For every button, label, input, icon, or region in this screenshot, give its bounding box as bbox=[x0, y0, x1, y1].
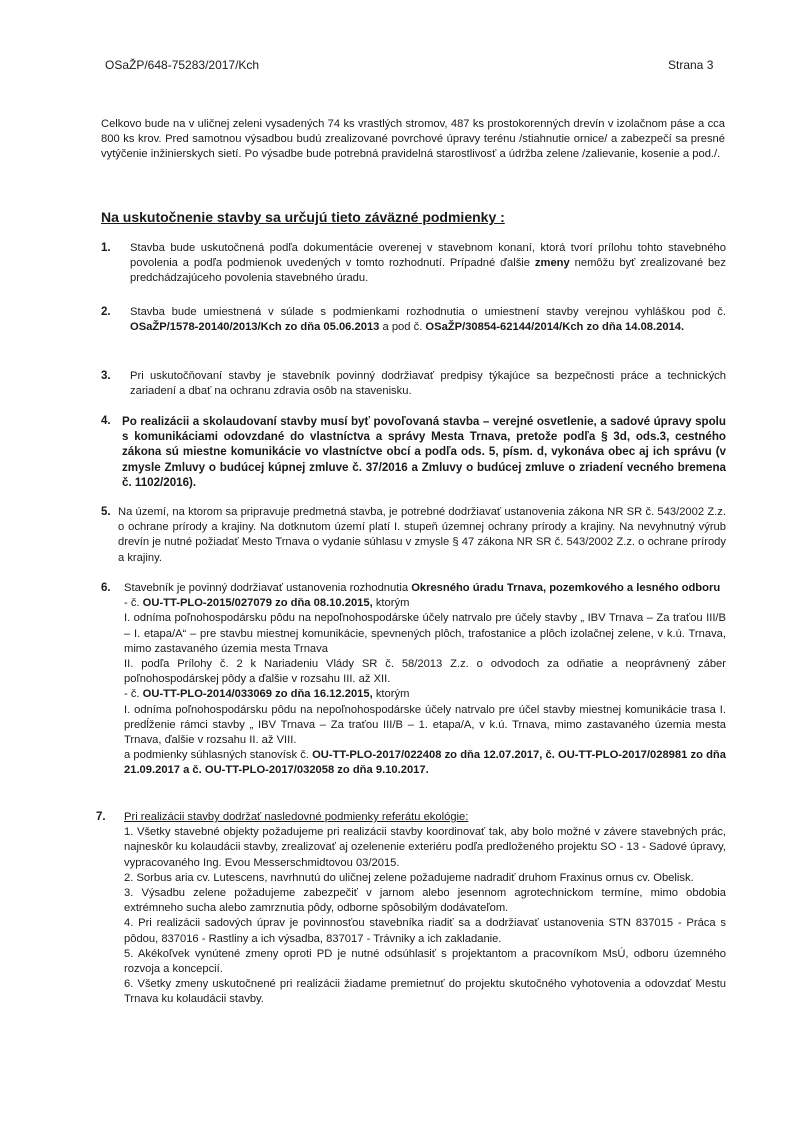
ecology-point: 3. Výsadbu zelene požadujeme zabezpečiť v jarnom alebo jesennom agrotechnickom termíne, mimo obdobia extrémneho sucha alebo zamrznutia pôdy, odborne spôsobilým dodávateľom. bbox=[124, 887, 726, 915]
item-number: 7. bbox=[96, 811, 106, 823]
item-text: a pod č. bbox=[379, 321, 426, 334]
item-6-decision-1-text: I. odníma poľnohospodársku pôdu na nepoľnohospodárske účely natrvalo pre účely stavby „ IBV Trnava – Za traťou III/B – I. etapa/A“ – pre stavbu miestnej komunikácie, spevnených plôch, trafostanice a plôch izolačnej zelene, v k.ú. Trnava, mimo zastavaného územia mesta Trnava bbox=[124, 612, 726, 655]
item-text: Stavebník je povinný dodržiavať ustanovenia rozhodnutia bbox=[124, 582, 412, 594]
item-text: Stavba bude umiestnená v súlade s podmienkami rozhodnutia o umiestnení stavby verejnou vyhláškou pod č. bbox=[130, 306, 726, 318]
item-bold-text: OSaŽP/30854-62144/2014/Kch zo dňa 14.08.2014. bbox=[425, 321, 685, 334]
item-bold-text: OU-TT-PLO-2017/022408 zo dňa 12.07.2017, č. OU-TT-PLO-2017/028981 zo dňa 21.09.2017 a č. OU-TT-PLO-2017/032058 zo dňa 9.10.2017. bbox=[124, 749, 726, 777]
item-text: ktorým bbox=[372, 688, 410, 701]
document-reference: OSaŽP/648-75283/2017/Kch bbox=[105, 58, 260, 72]
item-text: ktorým bbox=[372, 597, 410, 610]
item-bold-text: OU-TT-PLO-2014/033069 zo dňa 16.12.2015, bbox=[142, 688, 373, 701]
item-number: 1. bbox=[101, 242, 111, 254]
ecology-point: 4. Pri realizácii sadových úprav je povinnosťou stavebníka riadiť sa a dodržiavať ustanovenia STN 837015 - Práca s pôdou, 837016 - Rastliny a ich výsadba, 837017 - Trávniky a ich zakladanie. bbox=[124, 917, 726, 945]
item-text: nemôžu byť zrealizované bez predchádzajúceho povolenia stavebného úradu. bbox=[130, 257, 726, 285]
item-number: 3. bbox=[101, 370, 111, 382]
item-text: - č. bbox=[124, 597, 143, 610]
item-bold-text: OSaŽP/1578-20140/2013/Kch zo dňa 05.06.2013 bbox=[130, 321, 380, 334]
item-bold-text: Okresného úradu Trnava, pozemkového a lesného odboru bbox=[411, 582, 721, 594]
item-number: 6. bbox=[101, 582, 111, 594]
condition-item-3: Pri uskutočňovaní stavby je stavebník povinný dodržiavať predpisy týkajúce sa bezpečnosti práce a technických zariadení a dbať na ochranu zdravia osôb na stavenisku. bbox=[130, 370, 726, 398]
condition-item-1 bbox=[130, 241, 726, 287]
condition-item-2 bbox=[130, 305, 726, 335]
item-text: a podmienky súhlasných stanovísk č. bbox=[124, 749, 313, 762]
ecology-point: 6. Všetky zmeny uskutočnené pri realizácii žiadame premietnuť do projektu skutočného vyhotovenia a odovzdať Mestu Trnava ku kolaudácii stavby. bbox=[124, 978, 726, 1006]
condition-item-5: Na území, na ktorom sa pripravuje predmetná stavba, je potrebné dodržiavať ustanovenia zákona NR SR č. 543/2002 Z.z. o ochrane prírody a krajiny. Na dotknutom území platí I. stupeň územnej ochrany prírody a krajiny. Na nevyhnutný výrub drevín je nutné požiadať Mesto Trnava o vydanie súhlasu v zmysle § 47 zákona NR SR č. 543/2002 Z.z. o ochrane prírody a krajiny. bbox=[118, 506, 726, 564]
conditions-heading: Na uskutočnenie stavby sa určujú tieto záväzné podmienky : bbox=[101, 209, 505, 225]
condition-item-7 bbox=[124, 810, 726, 1008]
item-6-decision-2-text: I. odníma poľnohospodársku pôdu na nepoľnohospodárske účely natrvalo pre účel stavby miestnej komunikácie trasa I. predĺženie rámci stavby „ IBV Trnava – Za traťou III/B – 1. etapa/A, v k.ú. Trnava, mimo zastavaného územia mesta Trnava, ďalšie v rozsahu II. až VIII. bbox=[124, 703, 726, 747]
item-bold-text: OU-TT-PLO-2015/027079 zo dňa 08.10.2015, bbox=[142, 597, 373, 610]
condition-item-4: Po realizácii a skolaudovaní stavby musí byť povoľovaná stavba – verejné osvetlenie, a sadové úpravy spolu s komunikáciami odovzdané do vlastníctva a správy Mesta Trnava, pretože podľa § 3d, ods.3, cestného zákona sú miestne komunikácie vo vlastníctve obcí a podľa ods. 5, písm. d, vykonáva obec aj ich správu (v zmysle Zmluvy o budúcej kúpnej zmluve č. 37/2016 a Zmluvy o budúcej zmluve o zriadení vecného bremena č. 1102/2016). bbox=[122, 415, 726, 489]
item-number: 2. bbox=[101, 306, 111, 318]
condition-item-6 bbox=[124, 581, 726, 779]
item-6-decision-2 bbox=[124, 687, 726, 702]
ecology-point: 2. Sorbus aria cv. Lutescens, navrhnutú do uličnej zelene požadujeme nadradiť druhom Fraxinus ornus cv. Obelisk. bbox=[124, 871, 694, 884]
item-number: 5. bbox=[101, 506, 111, 518]
intro-paragraph: Celkovo bude na v uličnej zeleni vysadených 74 ks vrastlých stromov, 487 ks prostokorenných drevín v izolačnom páse a cca 800 ks krov. Pred samotnou výsadbou budú zrealizované povrchové úpravy terénu /stiahnutie ornice/ a zabezpečí sa presné vytýčenie inžinierskych sietí. Po výsadbe bude potrebná pravidelná starostlivosť a údržba zelene /zalievanie, kosenie a pod./. bbox=[101, 118, 725, 161]
item-6-intro bbox=[124, 581, 726, 596]
item-6-decision-1-text-2: II. podľa Prílohy č. 2 k Nariadeniu Vlády SR č. 58/2013 Z.z. o odvodoch za odňatie a neoprávnený záber poľnohospodárskej pôdy a ďalšie v rozsahu III. až XII. bbox=[124, 658, 726, 686]
item-text: Stavba bude uskutočnená podľa dokumentácie overenej v stavebnom konaní, ktorá tvorí prílohu tohto stavebného povolenia a podľa podmienok uvedených v tomto rozhodnutí. Prípadné ďalšie bbox=[130, 242, 726, 270]
item-7-title: Pri realizácii stavby dodržať nasledovné podmienky referátu ekológie: bbox=[124, 811, 469, 823]
item-bold-text: zmeny bbox=[534, 257, 570, 270]
item-text: - č. bbox=[124, 688, 143, 701]
ecology-point: 1. Všetky stavebné objekty požadujeme pri realizácii stavby koordinovať tak, aby bolo možné v závere stavebných prác, najneskôr ku kolaudácii stavby, zrealizovať aj ozelenenie exteriéru podľa predloženého projektu SO - 13 - Sadové úpravy, vypracovaného Ing. Evou Messerschmidtovou 03/2015. bbox=[124, 826, 726, 869]
page-number: Strana 3 bbox=[668, 58, 714, 72]
item-6-decision-1 bbox=[124, 596, 726, 611]
ecology-point: 5. Akékoľvek vynútené zmeny oproti PD je nutné odsúhlasiť s projektantom a pracovníkom MsÚ, odboru územného rozvoja a koncepcií. bbox=[124, 947, 726, 976]
item-6-opinions bbox=[124, 748, 726, 778]
item-number: 4. bbox=[101, 415, 111, 427]
